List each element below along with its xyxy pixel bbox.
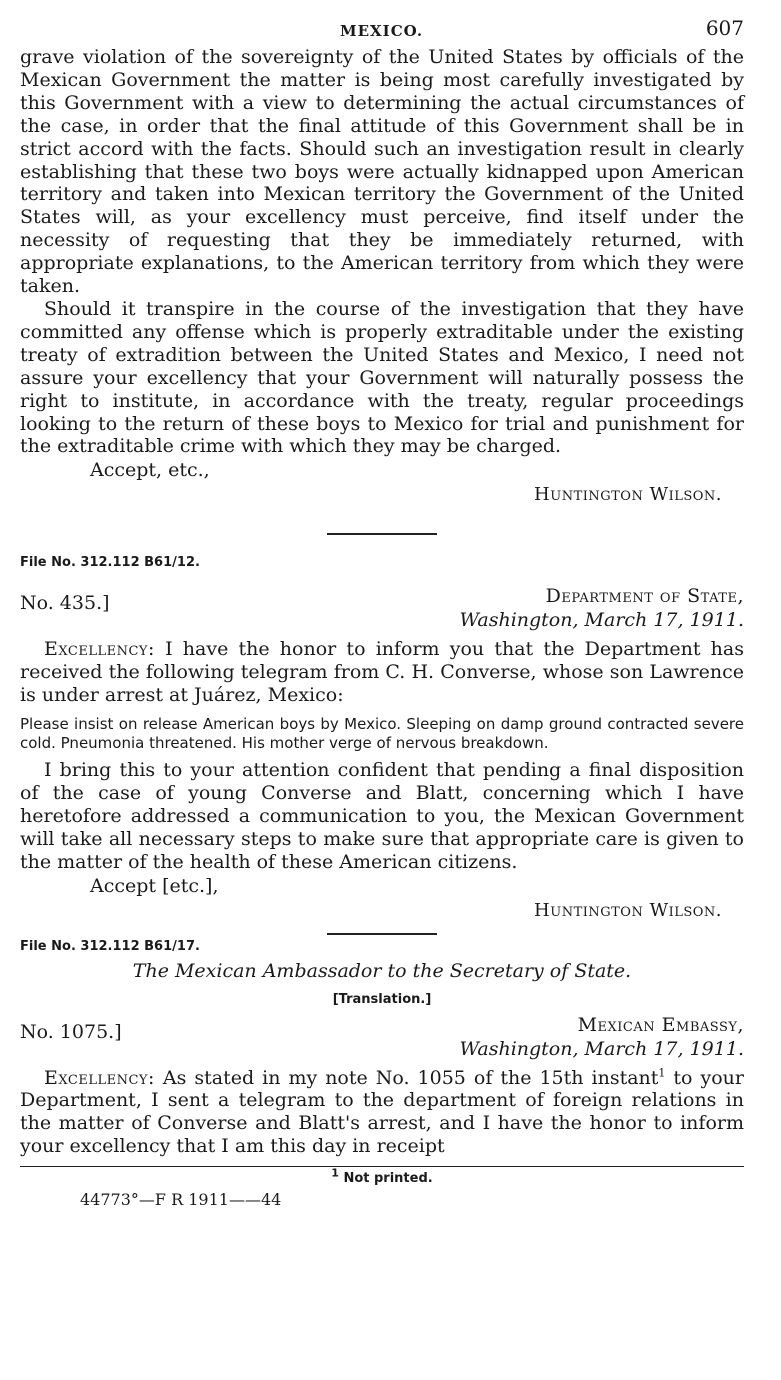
- section3-header: [20, 1013, 744, 1067]
- footnote-reference: 1: [658, 1066, 666, 1080]
- page-number: 607: [705, 16, 744, 40]
- section1-signature: Huntington Wilson.: [534, 484, 722, 506]
- section3-sender: Mexican Embassy,: [577, 1013, 744, 1036]
- section1-paragraph-2: Should it transpire in the course of the investigation that they have committed any offense which is properly extraditable under the existing treaty of extradition between the United States and Mexico, I need not assure your excellency that your Government will naturally possess the right to institute, in accordance with the treaty, regular proceedings looking to the return of these boys to Mexico for trial and punishment for the extraditable crime with which they may be charged.: [20, 297, 744, 458]
- section1-closing: Accept, etc.,: [90, 459, 210, 482]
- footnote-text: Not printed.: [343, 1171, 433, 1187]
- section3-paragraph-1-end: to your Department, I sent a telegram to the department of foreign relations in the matter of Converse and Blatt's arrest, and I have the honor to inform your excellency that I am this day in receipt: [20, 1066, 744, 1158]
- section3-document-number: No. 1075.]: [20, 1020, 122, 1043]
- section2-salutation: Excellency:: [44, 638, 155, 661]
- section3-file-number: File No. 312.112 B61/17.: [20, 938, 200, 954]
- running-head: [20, 14, 744, 46]
- section2-place-date: Washington, March 17, 1911.: [459, 609, 744, 632]
- section2-paragraph-1-text: I have the honor to inform you that the Department has received the following telegram from C. H. Converse, whose son Lawrence is under arrest at Juárez, Mexico:: [20, 638, 744, 707]
- section2-document-number: No. 435.]: [20, 592, 110, 615]
- section2-closing: Accept [etc.],: [90, 874, 219, 897]
- section2-file-number: File No. 312.112 B61/12.: [20, 555, 200, 571]
- section3-salutation: Excellency:: [44, 1066, 155, 1089]
- footnote-marker: 1: [331, 1166, 339, 1180]
- section3-paragraph-1: [20, 1067, 744, 1159]
- footnote: [20, 1166, 744, 1187]
- section3-paragraph-1-start: As stated in my note No. 1055 of the 15th instant: [162, 1066, 659, 1089]
- running-head-title: MEXICO.: [340, 22, 424, 40]
- translation-note: [Translation.]: [332, 991, 432, 1007]
- telegram-quote: Please insist on release American boys by Mexico. Sleeping on damp ground contracted severe cold. Pneumonia threatened. His mother verge of nervous breakdown.: [20, 715, 744, 753]
- section2-paragraph-1: [20, 638, 744, 707]
- section3-title: The Mexican Ambassador to the Secretary of State.: [132, 959, 632, 982]
- section1-paragraph-1: grave violation of the sovereignty of the United States by officials of the Mexican Government the matter is being most carefully investigated by this Government with a view to determining the actual circumstances of the case, in order that the final attitude of this Government shall be in strict accord with the facts. Should such an investigation result in clearly establishing that these two boys were actually kidnapped upon American territory and taken into Mexican territory the Government of the United States will, as your excellency must perceive, find itself under the necessity of requesting that they be immediately returned, with appropriate explanations, to the American territory from which they were taken.: [20, 46, 744, 298]
- document-page: [20, 14, 744, 1209]
- section2-paragraph-2: I bring this to your attention confident that pending a final disposition of the case of young Converse and Blatt, concerning which I have heretofore addressed a communication to you, the Mexican Government will take all necessary steps to make sure that appropriate care is given to the matter of the health of these American citizens.: [20, 759, 744, 873]
- section2-sender-block: [460, 584, 745, 632]
- printer-imprint: 44773°—F R 1911——44: [80, 1190, 282, 1210]
- section3-place-date: Washington, March 17, 1911.: [459, 1037, 744, 1060]
- section2-signature: Huntington Wilson.: [534, 899, 722, 921]
- section2-sender: Department of State,: [545, 585, 744, 608]
- section2-header: [20, 584, 744, 638]
- section3-sender-block: [460, 1013, 745, 1061]
